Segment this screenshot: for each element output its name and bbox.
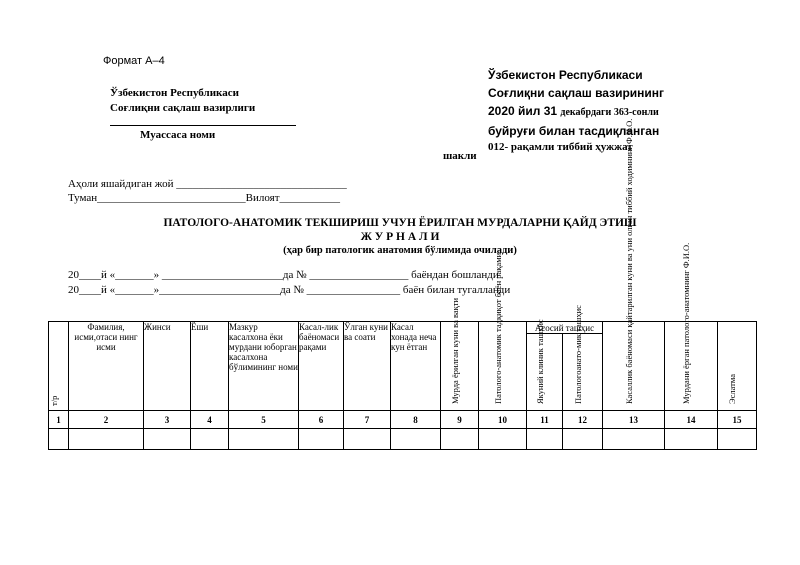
- right-header-line1: Ўзбекистон Республикаси: [488, 68, 643, 82]
- col-number: 7: [344, 411, 391, 429]
- table-row: [49, 429, 757, 450]
- left-header-line1: Ўзбекистон Республикаси: [110, 87, 239, 99]
- col-header-note: Эслатма: [718, 322, 757, 411]
- journal-note: (ҳар бир патологик анатомия бўлимида очилади): [283, 245, 517, 256]
- col-number: 11: [527, 411, 563, 429]
- col-number: 9: [441, 411, 479, 429]
- col-header-history-returned: Касаллик баёномаси қайтарилган куни ва уни олган тиббий ходимнинг Ф.И.О.: [603, 322, 665, 411]
- form-label: шакли: [443, 150, 477, 162]
- col-number: 3: [144, 411, 191, 429]
- journal-subtitle: Ж У Р Н А Л И: [360, 231, 440, 243]
- start-date-line: 20____й «_______» ______________________да № __________________ баёндан бошланди: [68, 269, 499, 281]
- col-number: 13: [603, 411, 665, 429]
- order-date-main: 2020 йил 31: [488, 104, 561, 118]
- col-number: 2: [69, 411, 144, 429]
- table-cell[interactable]: [441, 429, 479, 450]
- col-header-number: т/р: [49, 322, 69, 411]
- left-header-line2: Соғлиқни сақлаш вазирлиги: [110, 102, 256, 114]
- col-number: 15: [718, 411, 757, 429]
- table-cell[interactable]: [527, 429, 563, 450]
- col-number: 12: [563, 411, 603, 429]
- table-cell[interactable]: [665, 429, 718, 450]
- col-header-hospital: Мазкур касалхона ёки мурдани юборган касалхона бўлимининг номи: [229, 322, 299, 411]
- col-header-history-number: Касал-лик баёномаси рақами: [299, 322, 344, 411]
- right-header-line2: Соғлиқни сақлаш вазирининг: [488, 86, 665, 100]
- col-header-name: Фамилия, исми,отаси нинг исми: [69, 322, 144, 411]
- institution-label: Муассаса номи: [140, 129, 216, 141]
- end-date-line: 20____й «_______»______________________да № _________________ баён билан тугалланди: [68, 284, 511, 296]
- journal-title: ПАТОЛОГО-АНАТОМИК ТЕКШИРИШ УЧУН ЁРИЛГАН МУРДАЛАРНИ ҚАЙД ЭТИШ: [163, 217, 637, 229]
- right-header: [488, 66, 664, 154]
- col-number: 10: [479, 411, 527, 429]
- right-header-line4: буйруғи билан тасдиқланган: [488, 124, 660, 138]
- table-cell[interactable]: [229, 429, 299, 450]
- table-cell[interactable]: [69, 429, 144, 450]
- table-cell[interactable]: [191, 429, 229, 450]
- table-cell[interactable]: [299, 429, 344, 450]
- col-number: 6: [299, 411, 344, 429]
- table-cell[interactable]: [718, 429, 757, 450]
- right-header-line5: 012- рақамли тиббий ҳужжат: [488, 141, 633, 153]
- institution-underline: [110, 125, 296, 126]
- col-number: 4: [191, 411, 229, 429]
- table-cell[interactable]: [603, 429, 665, 450]
- table-cell[interactable]: [391, 429, 441, 450]
- table-cell[interactable]: [49, 429, 69, 450]
- format-label: Формат А–4: [103, 55, 165, 67]
- col-header-study-number: Патолого-анатомик тадқиқот баён рақами: [479, 322, 527, 411]
- table-cell[interactable]: [144, 429, 191, 450]
- order-date-small: декабрдаги 363-сонли: [560, 107, 659, 118]
- column-number-row: [49, 411, 757, 429]
- col-header-pathology-diagnosis: Патологоанато-мик ташҳис: [563, 334, 603, 411]
- col-number: 14: [665, 411, 718, 429]
- col-number: 5: [229, 411, 299, 429]
- left-header: [110, 86, 255, 116]
- address-district-line: Туман___________________________Вилоят___________: [68, 192, 341, 204]
- col-header-age: Ёши: [191, 322, 229, 411]
- col-header-clinical-diagnosis: Якуний клиник ташҳис: [527, 334, 563, 411]
- col-number: 1: [49, 411, 69, 429]
- col-header-autopsy-time: Мурда ёрилган куни ва вақти: [441, 322, 479, 411]
- col-header-stay-days: Касал хонада неча кун ётган: [391, 322, 441, 411]
- col-number: 8: [391, 411, 441, 429]
- right-header-line3: [488, 102, 664, 122]
- table-cell[interactable]: [563, 429, 603, 450]
- col-header-sex: Жинси: [144, 322, 191, 411]
- table-cell[interactable]: [344, 429, 391, 450]
- address-settlement-line: Аҳоли яшайдиган жой _______________________________: [68, 178, 347, 190]
- table-cell[interactable]: [479, 429, 527, 450]
- col-header-main-diagnosis: Асосий ташҳис: [527, 322, 603, 334]
- col-header-death-time: Ўлган куни ва соати: [344, 322, 391, 411]
- col-header-pathologist: Мурдани ёрган патолого-анатомнинг Ф.И.О.: [665, 322, 718, 411]
